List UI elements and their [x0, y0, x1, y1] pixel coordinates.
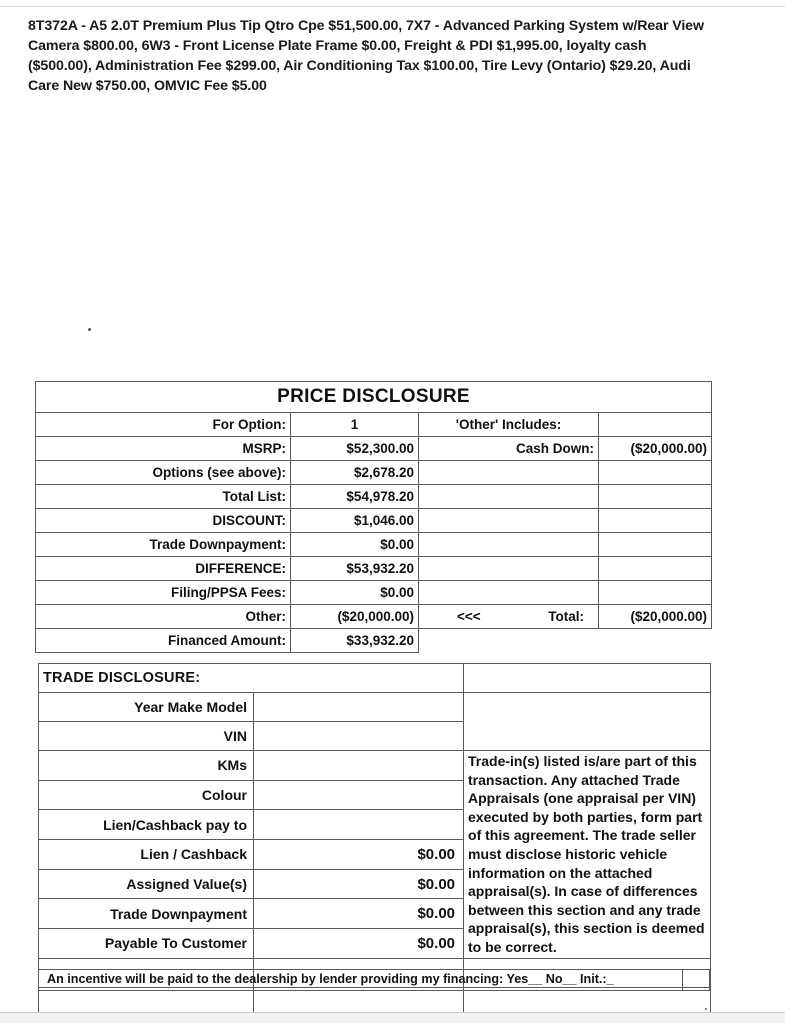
- table-row: [36, 485, 712, 509]
- row-label: For Option:: [36, 413, 291, 437]
- table-row: [36, 461, 712, 485]
- price-disclosure-table: [35, 381, 712, 653]
- row-label: Total List:: [36, 485, 291, 509]
- trade-disclosure-title-row: [39, 664, 711, 693]
- trade-row-value: [254, 810, 464, 840]
- other-includes-label: [419, 533, 599, 557]
- trade-row-value: $0.00: [254, 899, 464, 929]
- table-row: [36, 605, 712, 629]
- trade-disclosure-title: TRADE DISCLOSURE:: [39, 664, 464, 693]
- row-label: DIFFERENCE:: [36, 557, 291, 581]
- table-row: [36, 413, 712, 437]
- trade-row-label: Trade Downpayment: [39, 899, 254, 929]
- trade-disclosure-table: [38, 663, 711, 1017]
- row-label: Financed Amount:: [36, 629, 291, 653]
- other-includes-value: [599, 581, 712, 605]
- trade-row-value: $0.00: [254, 869, 464, 899]
- trade-row-value: $0.00: [254, 840, 464, 870]
- row-value: $1,046.00: [291, 509, 419, 533]
- other-includes-value: [599, 461, 712, 485]
- table-row: [39, 751, 711, 781]
- trade-row-value: [254, 780, 464, 810]
- other-total-value: ($20,000.00): [599, 605, 712, 629]
- trade-row-label: Lien / Cashback: [39, 840, 254, 870]
- incentive-disclosure-bar: [38, 969, 710, 991]
- other-includes-value: [599, 557, 712, 581]
- other-includes-value: [599, 533, 712, 557]
- table-row: [36, 437, 712, 461]
- spacer-cell: [419, 629, 599, 653]
- table-row: [36, 629, 712, 653]
- spacer-cell: [599, 629, 712, 653]
- trade-row-label: Colour: [39, 780, 254, 810]
- trade-row-label: Assigned Value(s): [39, 869, 254, 899]
- row-label: DISCOUNT:: [36, 509, 291, 533]
- table-row: [36, 557, 712, 581]
- other-includes-value: [599, 509, 712, 533]
- row-value: $0.00: [291, 581, 419, 605]
- other-total-marker: <<<: [457, 609, 481, 624]
- trade-row-label: KMs: [39, 751, 254, 781]
- other-includes-label: [419, 461, 599, 485]
- trade-legal-text: Trade-in(s) listed is/are part of this transaction. Any attached Trade Appraisals (one appraisal per VIN) executed by both parties, form part of this agreement. The trade seller must disclose historic vehicle information on the attached appraisal(s). In case of differences between this section and any trade appraisal(s), this section is deemed to be correct.: [464, 751, 711, 959]
- row-value: $52,300.00: [291, 437, 419, 461]
- other-includes-label: [419, 581, 599, 605]
- row-value: 1: [291, 413, 419, 437]
- row-value: ($20,000.00): [291, 605, 419, 629]
- other-includes-label: [419, 557, 599, 581]
- price-disclosure-title-row: [36, 382, 712, 413]
- row-value: $53,932.20: [291, 557, 419, 581]
- trade-row-label: VIN: [39, 722, 254, 751]
- trade-row-label: Payable To Customer: [39, 929, 254, 959]
- trade-row-value: [254, 722, 464, 751]
- trade-row-value: $0.00: [254, 929, 464, 959]
- table-row: [36, 509, 712, 533]
- other-total-text: Total:: [548, 609, 584, 624]
- row-label: Trade Downpayment:: [36, 533, 291, 557]
- trade-row-value: [254, 751, 464, 781]
- trade-row-label: Year Make Model: [39, 693, 254, 722]
- incentive-initials-box[interactable]: [682, 970, 709, 990]
- scan-top-edge: [0, 0, 785, 7]
- other-includes-label: Cash Down:: [419, 437, 599, 461]
- table-row: [36, 581, 712, 605]
- trade-row-label: Lien/Cashback pay to: [39, 810, 254, 840]
- table-row: [39, 693, 711, 722]
- incentive-text: An incentive will be paid to the dealership by lender providing my financing: Yes__ No__ Init.:_: [47, 972, 614, 986]
- scan-speck: [88, 328, 91, 331]
- other-includes-value: ($20,000.00): [599, 437, 712, 461]
- row-value: $0.00: [291, 533, 419, 557]
- other-includes-value: [599, 413, 712, 437]
- scan-bottom-edge: [0, 1012, 785, 1023]
- option-description-paragraph: 8T372A - A5 2.0T Premium Plus Tip Qtro Cpe $51,500.00, 7X7 - Advanced Parking System w/Rear View Camera $800.00, 6W3 - Front License Plate Frame $0.00, Freight & PDI $1,995.00, loyalty cash ($500.00), Administration Fee $299.00, Air Conditioning Tax $100.00, Tire Levy (Ontario) $29.20, Audi Care New $750.00, OMVIC Fee $5.00: [28, 18, 704, 95]
- other-total-label: [419, 605, 599, 629]
- row-value: $54,978.20: [291, 485, 419, 509]
- other-includes-label: [419, 509, 599, 533]
- row-label: Options (see above):: [36, 461, 291, 485]
- price-disclosure-title: PRICE DISCLOSURE: [36, 382, 712, 413]
- row-value: $2,678.20: [291, 461, 419, 485]
- other-includes-header: 'Other' Includes:: [419, 413, 599, 437]
- row-value: $33,932.20: [291, 629, 419, 653]
- table-row: [36, 533, 712, 557]
- legal-spacer-top: [464, 693, 711, 751]
- trade-disclosure-title-spacer: [464, 664, 711, 693]
- trade-row-value: [254, 693, 464, 722]
- other-includes-label: [419, 485, 599, 509]
- other-includes-value: [599, 485, 712, 509]
- row-label: MSRP:: [36, 437, 291, 461]
- row-label: Filing/PPSA Fees:: [36, 581, 291, 605]
- row-label: Other:: [36, 605, 291, 629]
